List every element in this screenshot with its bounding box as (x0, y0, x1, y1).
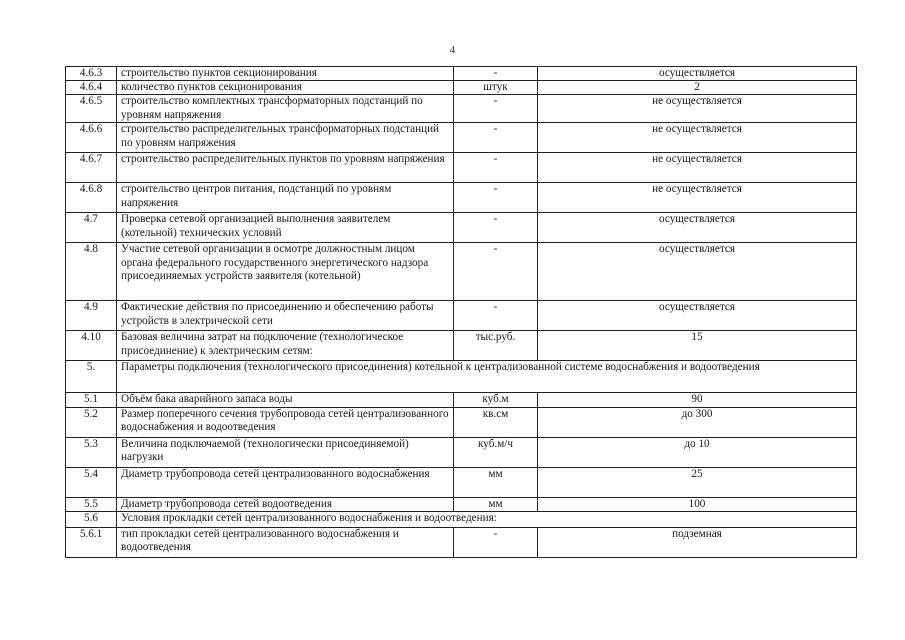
row-description: строительство центров питания, подстанций по уровням напряжения (117, 183, 454, 213)
table-row (66, 361, 857, 393)
table-row (66, 153, 857, 183)
row-value: не осуществляется (538, 153, 857, 183)
table-row (66, 497, 857, 511)
row-unit: куб.м (454, 393, 538, 407)
row-value: осуществляется (538, 213, 857, 243)
row-unit: штук (454, 81, 538, 95)
row-value: осуществляется (538, 67, 857, 81)
row-number: 4.6.7 (66, 153, 117, 183)
row-description: Участие сетевой организации в осмотре должностным лицом органа федерального государственного энергетического надзора присоединяемых устройств заявителя (котельной) (117, 243, 454, 301)
row-value: 25 (538, 467, 857, 497)
row-description: строительство пунктов секционирования (117, 67, 454, 81)
table-row (66, 511, 857, 527)
row-number: 4.6.8 (66, 183, 117, 213)
row-description: строительство распределительных трансформаторных подстанций по уровням напряжения (117, 123, 454, 153)
row-number: 4.9 (66, 301, 117, 331)
row-unit: тыс.руб. (454, 331, 538, 361)
row-value: осуществляется (538, 301, 857, 331)
row-value: не осуществляется (538, 183, 857, 213)
row-unit: - (454, 301, 538, 331)
row-value: подземная (538, 527, 857, 557)
row-number: 5.6 (66, 511, 117, 527)
table-row (66, 213, 857, 243)
section-title: Условия прокладки сетей централизованного водоснабжения и водоотведения: (117, 511, 857, 527)
table-row (66, 95, 857, 123)
row-description: строительство комплектных трансформаторных подстанций по уровням напряжения (117, 95, 454, 123)
row-value: не осуществляется (538, 95, 857, 123)
row-unit: - (454, 243, 538, 301)
row-description: Базовая величина затрат на подключение (технологическое присоединение) к электрическим сетям: (117, 331, 454, 361)
row-value: не осуществляется (538, 123, 857, 153)
row-description: тип прокладки сетей централизованного водоснабжения и водоотведения (117, 527, 454, 557)
row-unit: кв.см (454, 407, 538, 437)
row-unit: - (454, 95, 538, 123)
row-unit: - (454, 183, 538, 213)
row-unit: - (454, 213, 538, 243)
row-unit: куб.м/ч (454, 437, 538, 467)
row-number: 4.6.6 (66, 123, 117, 153)
row-unit: - (454, 123, 538, 153)
row-unit: - (454, 153, 538, 183)
row-value: 90 (538, 393, 857, 407)
row-number: 4.8 (66, 243, 117, 301)
row-number: 4.6.5 (66, 95, 117, 123)
row-number: 5.3 (66, 437, 117, 467)
table-row (66, 393, 857, 407)
row-unit: - (454, 67, 538, 81)
row-description: Объём бака аварийного запаса воды (117, 393, 454, 407)
row-number: 5. (66, 361, 117, 393)
row-description: Величина подключаемой (технологически присоединяемой) нагрузки (117, 437, 454, 467)
row-number: 5.2 (66, 407, 117, 437)
table-row (66, 123, 857, 153)
row-unit: - (454, 527, 538, 557)
row-description: Проверка сетевой организацией выполнения заявителем (котельной) технических условий (117, 213, 454, 243)
row-value: 2 (538, 81, 857, 95)
table-row (66, 81, 857, 95)
row-value: 100 (538, 497, 857, 511)
table-row (66, 243, 857, 301)
table-row (66, 301, 857, 331)
row-description: Размер поперечного сечения трубопровода сетей централизованного водоснабжения и водоотведения (117, 407, 454, 437)
row-value: 15 (538, 331, 857, 361)
row-number: 5.6.1 (66, 527, 117, 557)
row-description: Диаметр трубопровода сетей централизованного водоснабжения (117, 467, 454, 497)
page-number: 4 (449, 44, 456, 56)
row-number: 4.6.4 (66, 81, 117, 95)
row-number: 4.10 (66, 331, 117, 361)
row-unit: мм (454, 497, 538, 511)
row-description: Диаметр трубопровода сетей водоотведения (117, 497, 454, 511)
row-description: строительство распределительных пунктов по уровням напряжения (117, 153, 454, 183)
row-description: Фактические действия по присоединению и обеспечению работы устройств в электрической сети (117, 301, 454, 331)
table-row (66, 183, 857, 213)
table-row (66, 331, 857, 361)
row-unit: мм (454, 467, 538, 497)
row-value: осуществляется (538, 243, 857, 301)
table-row (66, 437, 857, 467)
row-description: количество пунктов секционирования (117, 81, 454, 95)
table-row (66, 467, 857, 497)
row-number: 5.5 (66, 497, 117, 511)
row-number: 4.7 (66, 213, 117, 243)
table-row (66, 527, 857, 557)
row-value: до 300 (538, 407, 857, 437)
row-value: до 10 (538, 437, 857, 467)
table-row (66, 407, 857, 437)
row-number: 5.4 (66, 467, 117, 497)
row-number: 4.6.3 (66, 67, 117, 81)
section-title: Параметры подключения (технологического присоединения) котельной к централизованной системе водоснабжения и водоотведения (117, 361, 857, 393)
parameters-table (65, 66, 857, 558)
row-number: 5.1 (66, 393, 117, 407)
table-row (66, 67, 857, 81)
